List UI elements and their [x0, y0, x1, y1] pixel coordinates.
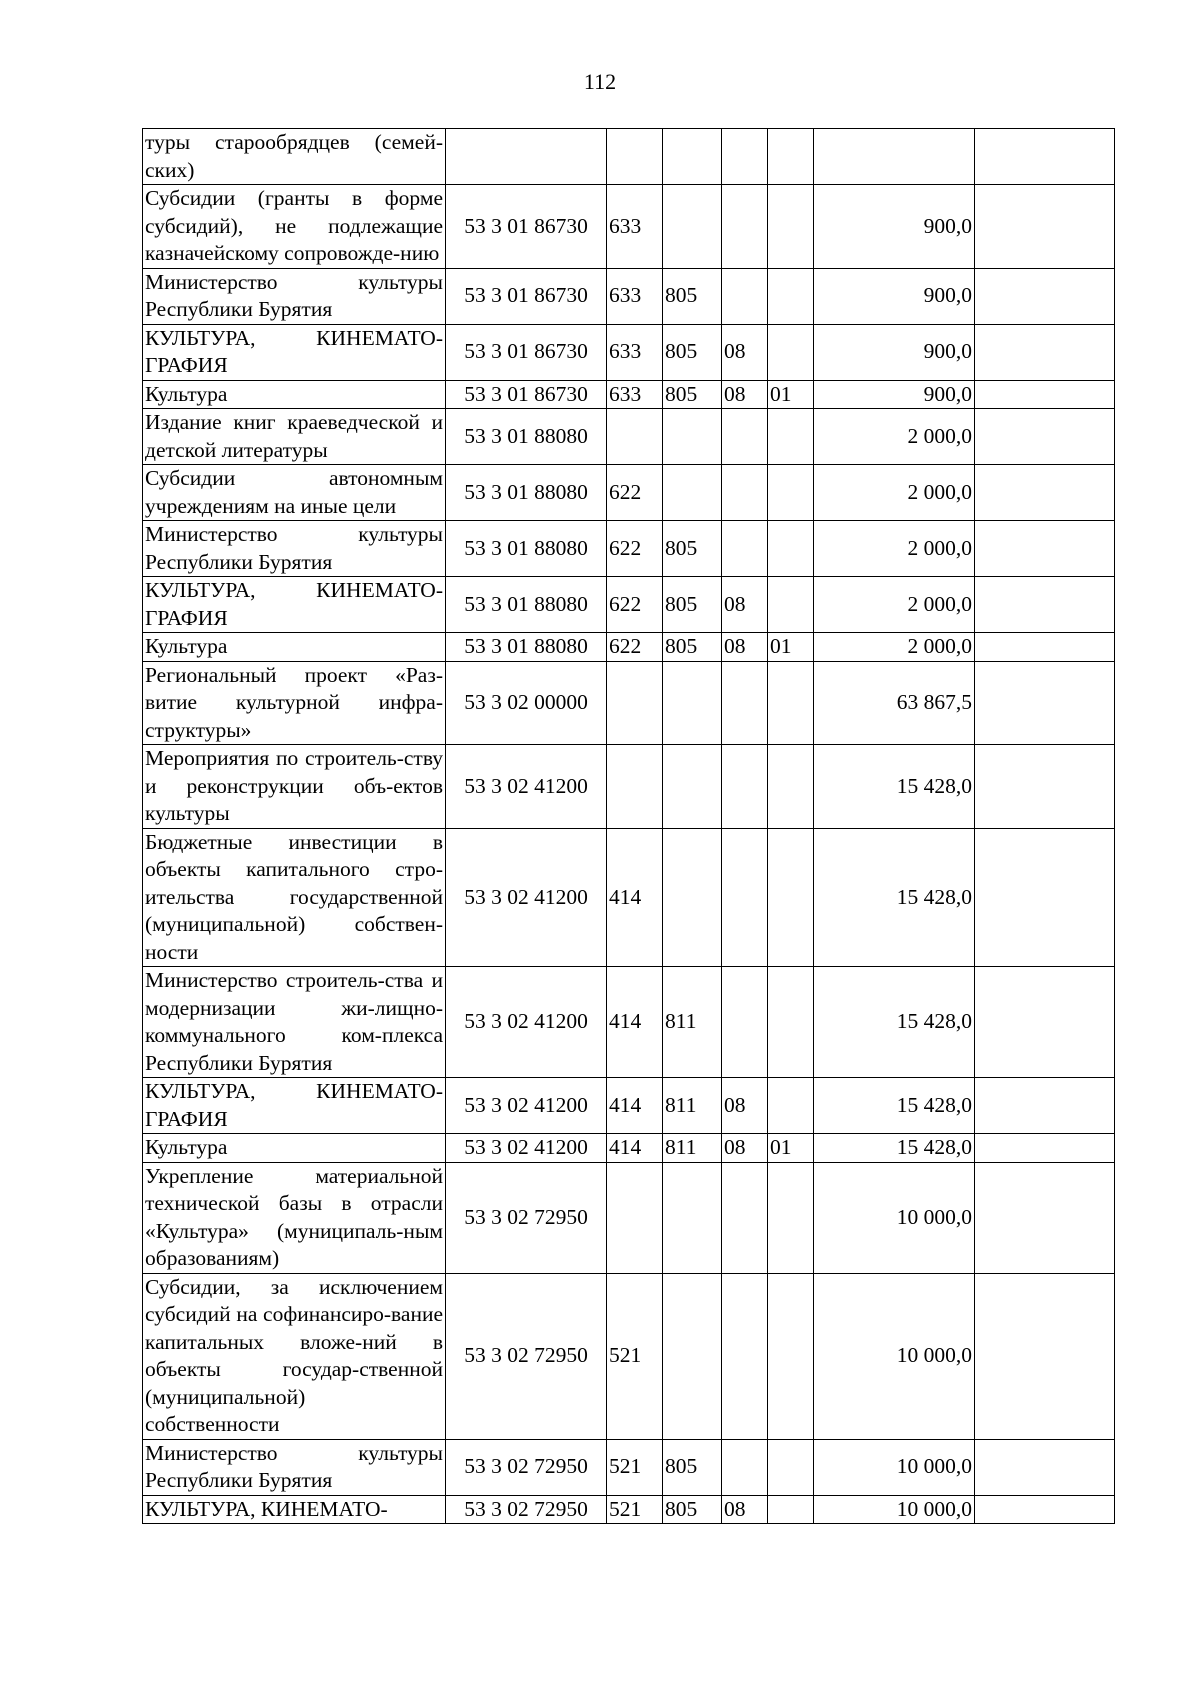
row-name-cell: Бюджетные инвестиции в объекты капитального стро-ительства государственной (муниципальной) собствен-ности	[143, 828, 446, 967]
page-number: 112	[583, 69, 617, 94]
expense-type-cell: 622	[607, 465, 663, 521]
table-row	[143, 1078, 1115, 1134]
row-name-cell: Региональный проект «Раз-витие культурной инфра-структуры»	[143, 661, 446, 745]
target-article-cell: 53 3 02 72950	[446, 1273, 607, 1439]
target-article-cell: 53 3 02 72950	[446, 1495, 607, 1524]
amount-cell: 2 000,0	[814, 465, 975, 521]
subsection-cell	[768, 967, 814, 1078]
table-body	[143, 129, 1115, 1524]
expense-type-cell	[607, 409, 663, 465]
row-name-cell: КУЛЬТУРА, КИНЕМАТО-ГРАФИЯ	[143, 577, 446, 633]
table-row	[143, 268, 1115, 324]
extra-amount-cell	[975, 324, 1115, 380]
amount-cell: 15 428,0	[814, 828, 975, 967]
target-article-cell: 53 3 02 41200	[446, 1134, 607, 1163]
subsection-cell	[768, 577, 814, 633]
row-name-cell: Субсидии (гранты в форме субсидий), не подлежащие казначейскому сопровожде-нию	[143, 185, 446, 269]
expense-type-cell: 633	[607, 380, 663, 409]
expense-type-cell: 633	[607, 324, 663, 380]
target-article-cell: 53 3 01 88080	[446, 409, 607, 465]
section-cell	[722, 661, 768, 745]
target-article-cell: 53 3 01 88080	[446, 577, 607, 633]
section-cell	[722, 967, 768, 1078]
extra-amount-cell	[975, 1495, 1115, 1524]
expense-type-cell: 622	[607, 633, 663, 662]
extra-amount-cell	[975, 967, 1115, 1078]
row-name-cell: Субсидии, за исключением субсидий на софинансиро-вание капитальных вложе-ний в объекты государ-ственной (муниципальной) собственности	[143, 1273, 446, 1439]
amount-cell: 2 000,0	[814, 521, 975, 577]
row-name-cell: КУЛЬТУРА, КИНЕМАТО-	[143, 1495, 446, 1524]
target-article-cell: 53 3 02 72950	[446, 1439, 607, 1495]
extra-amount-cell	[975, 1162, 1115, 1273]
ministry-code-cell	[663, 129, 722, 185]
expense-type-cell: 414	[607, 967, 663, 1078]
table-row	[143, 1162, 1115, 1273]
table-row	[143, 129, 1115, 185]
ministry-code-cell: 805	[663, 268, 722, 324]
section-cell: 08	[722, 577, 768, 633]
section-cell	[722, 521, 768, 577]
table-row	[143, 1495, 1115, 1524]
amount-cell: 2 000,0	[814, 577, 975, 633]
subsection-cell: 01	[768, 1134, 814, 1163]
table-row	[143, 745, 1115, 829]
ministry-code-cell: 805	[663, 521, 722, 577]
extra-amount-cell	[975, 268, 1115, 324]
extra-amount-cell	[975, 129, 1115, 185]
section-cell: 08	[722, 380, 768, 409]
extra-amount-cell	[975, 185, 1115, 269]
amount-cell: 900,0	[814, 185, 975, 269]
table-row	[143, 1273, 1115, 1439]
section-cell	[722, 129, 768, 185]
budget-table	[142, 128, 1115, 1524]
target-article-cell: 53 3 02 72950	[446, 1162, 607, 1273]
table-row	[143, 521, 1115, 577]
table-row	[143, 661, 1115, 745]
extra-amount-cell	[975, 380, 1115, 409]
ministry-code-cell: 811	[663, 1134, 722, 1163]
amount-cell: 10 000,0	[814, 1439, 975, 1495]
table-row	[143, 465, 1115, 521]
row-name-cell: Министерство культуры Республики Бурятия	[143, 268, 446, 324]
table-row	[143, 633, 1115, 662]
target-article-cell: 53 3 01 86730	[446, 324, 607, 380]
extra-amount-cell	[975, 1273, 1115, 1439]
row-name-cell: Культура	[143, 380, 446, 409]
table-row	[143, 1439, 1115, 1495]
ministry-code-cell	[663, 465, 722, 521]
subsection-cell: 01	[768, 380, 814, 409]
table-row	[143, 828, 1115, 967]
expense-type-cell: 633	[607, 268, 663, 324]
amount-cell: 10 000,0	[814, 1273, 975, 1439]
table-row	[143, 409, 1115, 465]
target-article-cell: 53 3 02 41200	[446, 745, 607, 829]
target-article-cell: 53 3 01 86730	[446, 380, 607, 409]
section-cell	[722, 465, 768, 521]
table-row	[143, 577, 1115, 633]
ministry-code-cell: 805	[663, 1439, 722, 1495]
amount-cell: 10 000,0	[814, 1495, 975, 1524]
expense-type-cell	[607, 745, 663, 829]
amount-cell: 15 428,0	[814, 1134, 975, 1163]
target-article-cell: 53 3 01 88080	[446, 521, 607, 577]
amount-cell: 10 000,0	[814, 1162, 975, 1273]
subsection-cell	[768, 1495, 814, 1524]
section-cell	[722, 828, 768, 967]
subsection-cell	[768, 661, 814, 745]
target-article-cell: 53 3 02 41200	[446, 1078, 607, 1134]
expense-type-cell: 622	[607, 521, 663, 577]
ministry-code-cell	[663, 185, 722, 269]
section-cell	[722, 1162, 768, 1273]
ministry-code-cell: 805	[663, 577, 722, 633]
table-row	[143, 324, 1115, 380]
section-cell	[722, 409, 768, 465]
section-cell: 08	[722, 633, 768, 662]
target-article-cell: 53 3 01 86730	[446, 268, 607, 324]
table-row	[143, 185, 1115, 269]
section-cell	[722, 268, 768, 324]
target-article-cell: 53 3 02 41200	[446, 828, 607, 967]
section-cell: 08	[722, 1078, 768, 1134]
section-cell	[722, 1273, 768, 1439]
ministry-code-cell: 805	[663, 633, 722, 662]
ministry-code-cell	[663, 409, 722, 465]
amount-cell: 63 867,5	[814, 661, 975, 745]
expense-type-cell: 414	[607, 1078, 663, 1134]
ministry-code-cell: 811	[663, 967, 722, 1078]
section-cell	[722, 1439, 768, 1495]
row-name-cell: КУЛЬТУРА, КИНЕМАТО-ГРАФИЯ	[143, 324, 446, 380]
subsection-cell	[768, 409, 814, 465]
extra-amount-cell	[975, 661, 1115, 745]
expense-type-cell: 521	[607, 1495, 663, 1524]
ministry-code-cell	[663, 1162, 722, 1273]
subsection-cell	[768, 129, 814, 185]
expense-type-cell	[607, 1162, 663, 1273]
table-row	[143, 1134, 1115, 1163]
ministry-code-cell	[663, 1273, 722, 1439]
extra-amount-cell	[975, 577, 1115, 633]
row-name-cell: Издание книг краеведческой и детской литературы	[143, 409, 446, 465]
row-name-cell: туры старообрядцев (семей-ских)	[143, 129, 446, 185]
extra-amount-cell	[975, 828, 1115, 967]
row-name-cell: Министерство культуры Республики Бурятия	[143, 1439, 446, 1495]
amount-cell: 2 000,0	[814, 409, 975, 465]
target-article-cell: 53 3 02 00000	[446, 661, 607, 745]
section-cell: 08	[722, 324, 768, 380]
table-row	[143, 967, 1115, 1078]
expense-type-cell: 633	[607, 185, 663, 269]
table-row	[143, 380, 1115, 409]
row-name-cell: КУЛЬТУРА, КИНЕМАТО-ГРАФИЯ	[143, 1078, 446, 1134]
subsection-cell	[768, 828, 814, 967]
expense-type-cell: 414	[607, 828, 663, 967]
extra-amount-cell	[975, 521, 1115, 577]
expense-type-cell	[607, 661, 663, 745]
subsection-cell	[768, 521, 814, 577]
section-cell: 08	[722, 1134, 768, 1163]
row-name-cell: Укрепление материальной технической базы в отрасли «Культура» (муниципаль-ным образованиям)	[143, 1162, 446, 1273]
ministry-code-cell	[663, 745, 722, 829]
subsection-cell: 01	[768, 633, 814, 662]
subsection-cell	[768, 465, 814, 521]
row-name-cell: Культура	[143, 1134, 446, 1163]
amount-cell: 15 428,0	[814, 745, 975, 829]
ministry-code-cell: 811	[663, 1078, 722, 1134]
target-article-cell: 53 3 01 86730	[446, 185, 607, 269]
amount-cell: 15 428,0	[814, 967, 975, 1078]
extra-amount-cell	[975, 1134, 1115, 1163]
section-cell: 08	[722, 1495, 768, 1524]
subsection-cell	[768, 1439, 814, 1495]
expense-type-cell: 521	[607, 1439, 663, 1495]
target-article-cell: 53 3 02 41200	[446, 967, 607, 1078]
row-name-cell: Мероприятия по строитель-ству и реконструкции объ-ектов культуры	[143, 745, 446, 829]
extra-amount-cell	[975, 465, 1115, 521]
amount-cell: 15 428,0	[814, 1078, 975, 1134]
row-name-cell: Министерство строитель-ства и модернизации жи-лищно-коммунального ком-плекса Республики Бурятия	[143, 967, 446, 1078]
ministry-code-cell: 805	[663, 1495, 722, 1524]
target-article-cell: 53 3 01 88080	[446, 465, 607, 521]
subsection-cell	[768, 324, 814, 380]
expense-type-cell: 622	[607, 577, 663, 633]
amount-cell: 900,0	[814, 380, 975, 409]
section-cell	[722, 185, 768, 269]
extra-amount-cell	[975, 409, 1115, 465]
section-cell	[722, 745, 768, 829]
subsection-cell	[768, 185, 814, 269]
ministry-code-cell	[663, 828, 722, 967]
target-article-cell: 53 3 01 88080	[446, 633, 607, 662]
subsection-cell	[768, 1162, 814, 1273]
ministry-code-cell: 805	[663, 324, 722, 380]
extra-amount-cell	[975, 633, 1115, 662]
extra-amount-cell	[975, 745, 1115, 829]
amount-cell: 900,0	[814, 268, 975, 324]
subsection-cell	[768, 745, 814, 829]
amount-cell	[814, 129, 975, 185]
expense-type-cell: 414	[607, 1134, 663, 1163]
row-name-cell: Культура	[143, 633, 446, 662]
expense-type-cell	[607, 129, 663, 185]
extra-amount-cell	[975, 1078, 1115, 1134]
amount-cell: 2 000,0	[814, 633, 975, 662]
subsection-cell	[768, 1273, 814, 1439]
row-name-cell: Субсидии автономным учреждениям на иные цели	[143, 465, 446, 521]
amount-cell: 900,0	[814, 324, 975, 380]
ministry-code-cell: 805	[663, 380, 722, 409]
expense-type-cell: 521	[607, 1273, 663, 1439]
subsection-cell	[768, 268, 814, 324]
row-name-cell: Министерство культуры Республики Бурятия	[143, 521, 446, 577]
extra-amount-cell	[975, 1439, 1115, 1495]
target-article-cell	[446, 129, 607, 185]
subsection-cell	[768, 1078, 814, 1134]
ministry-code-cell	[663, 661, 722, 745]
